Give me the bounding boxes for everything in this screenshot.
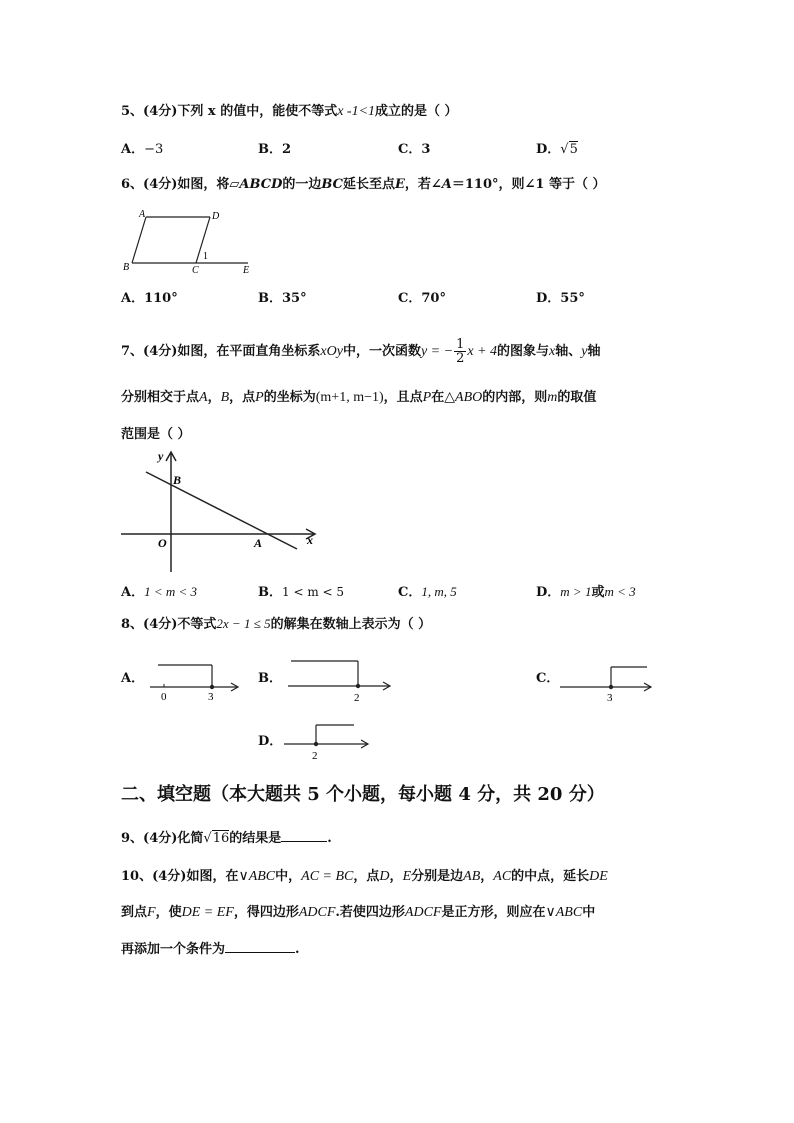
q8-stem: 8、(4分)不等式2x − 1 ≤ 5的解集在数轴上表示为（ ）	[121, 616, 432, 632]
q6-option-c[interactable]: C．70°	[398, 291, 446, 306]
q7-option-c[interactable]: C．1, m, 5	[398, 584, 457, 600]
q10-line1: 10、(4分)如图，在∨ABC中，AC = BC，点D，E分别是边AB，AC的中点，延长DE	[121, 869, 608, 884]
q7-option-b[interactable]: B．1 < m < 5	[258, 585, 345, 600]
q8-d-tick-2: 2	[312, 750, 318, 762]
q8-option-b[interactable]: B．	[258, 671, 282, 686]
q6-option-b[interactable]: B．35°	[258, 291, 307, 306]
q8-b-tick-2: 2	[354, 692, 360, 704]
q5-stem: 5、(4分)下列 x 的值中，能使不等式x -1<1成立的是（ ）	[121, 104, 458, 119]
q7-label-a: A	[254, 536, 263, 550]
q8-a-tick-0: 0	[161, 691, 167, 703]
q10-line2: 到点F，使DE = EF，得四边形ADCF.若使四边形ADCF是正方形，则应在∨ABC中	[121, 905, 596, 920]
q6-label-angle1: 1	[203, 251, 208, 262]
q7-label-o: O	[158, 536, 167, 550]
q10-answer-blank[interactable]	[225, 940, 295, 953]
q6-label-d: D	[212, 211, 220, 222]
q6-label-e: E	[243, 265, 250, 276]
q8-a-tick-3: 3	[208, 691, 214, 703]
q8-option-b-numberline[interactable]	[286, 656, 396, 704]
q7-stem-line3: 范围是（ ）	[121, 427, 191, 442]
q7-stem-line2: 分别相交于点A，B，点P的坐标为(m+1, m−1)，且点P在△ABO的内部，则m的取值	[121, 390, 597, 405]
q7-option-a[interactable]: A．1 < m < 3	[121, 584, 198, 600]
q10-line3: 再添加一个条件为 .	[121, 942, 300, 957]
q9-stem: 9、(4分)化简√16的结果是 .	[121, 831, 332, 846]
q6-option-a[interactable]: A．110°	[121, 291, 178, 306]
q6-parallelogram-figure	[118, 206, 258, 276]
q7-label-b: B	[173, 473, 182, 487]
q8-option-c-numberline[interactable]	[558, 662, 658, 706]
q6-label-c: C	[192, 265, 199, 276]
q5-option-d[interactable]: D．√5	[536, 142, 578, 157]
q6-label-b: B	[123, 262, 130, 273]
q8-option-d[interactable]: D．	[258, 734, 283, 749]
q6-option-d[interactable]: D．55°	[536, 291, 585, 306]
q8-option-a-numberline[interactable]	[148, 660, 244, 704]
q9-answer-blank[interactable]	[281, 829, 327, 842]
q8-option-d-numberline[interactable]	[282, 720, 374, 764]
q6-stem: 6、(4分)如图，将▱ABCD的一边BC延长至点E，若∠A＝110°，则∠1 等于（ ）	[121, 177, 606, 192]
q7-label-y: y	[158, 449, 164, 463]
q8-option-a[interactable]: A．	[121, 671, 145, 686]
q7-label-x: x	[307, 533, 313, 547]
q8-c-tick-3: 3	[607, 692, 613, 704]
q5-option-a[interactable]: A．−3	[121, 142, 164, 157]
q7-option-d[interactable]: D．m > 1或m < 3	[536, 584, 636, 600]
q7-stem-line1: 7、(4分)如图，在平面直角坐标系xOy中，一次函数y = − $\frac{1}{2}$ x + 4的图象与x轴、y轴	[121, 337, 601, 366]
q7-graph-figure	[118, 448, 328, 576]
q5-option-b[interactable]: B．2	[258, 142, 292, 157]
q8-option-c[interactable]: C．	[536, 671, 560, 686]
q6-label-a: A	[139, 209, 146, 220]
section-2-title: 二、填空题（本大题共 5 个小题，每小题 4 分，共 20 分）	[121, 784, 605, 805]
q5-option-c[interactable]: C．3	[398, 142, 431, 157]
